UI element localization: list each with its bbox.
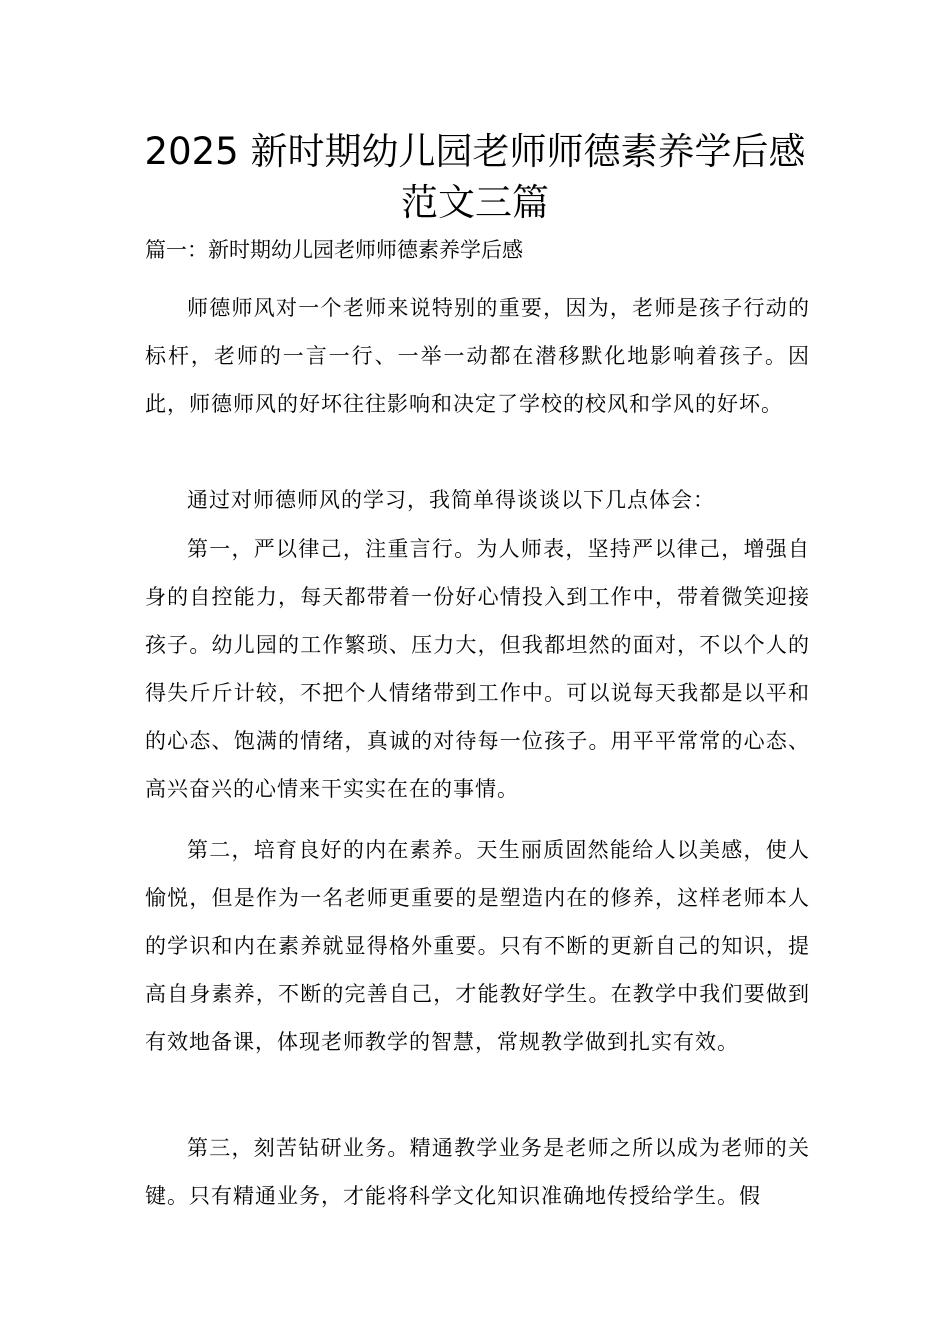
paragraph-lead: 通过对师德师风的学习，我简单得谈谈以下几点体会： (187, 488, 715, 512)
document-title-line-2: 范文三篇 (401, 181, 549, 224)
paragraph-point-3: 第三，刻苦钻研业务。精通教学业务是老师之所以成为老师的关键。只有精通业务，才能将科学文化知识准确地传授给学生。假 (145, 1136, 810, 1208)
section-heading: 篇一：新时期幼儿园老师师德素养学后感 (145, 238, 523, 262)
paragraph-intro: 师德师风对一个老师来说特别的重要，因为，老师是孩子行动的标杆，老师的一言一行、一举一动都在潜移默化地影响着孩子。因此，师德师风的好坏往往影响和决定了学校的校风和学风的好坏。 (145, 296, 810, 416)
paragraph-point-2: 第二，培育良好的内在素养。天生丽质固然能给人以美感，使人愉悦，但是作为一名老师更重要的是塑造内在的修养，这样老师本人的学识和内在素养就显得格外重要。只有不断的更新自己的知识，提高自身素养，不断的完善自己，才能教好学生。在教学中我们要做到有效地备课，体现老师教学的智慧，常规教学做到扎实有效。 (145, 838, 810, 1054)
document-title-line-1: 2025 新时期幼儿园老师师德素养学后感 (144, 130, 806, 173)
paragraph-point-1: 第一，严以律己，注重言行。为人师表，坚持严以律己，增强自身的自控能力，每天都带着一份好心情投入到工作中，带着微笑迎接孩子。幼儿园的工作繁琐、压力大，但我都坦然的面对，不以个人的得失斤斤计较，不把个人情绪带到工作中。可以说每天我都是以平和的心态、饱满的情绪，真诚的对待每一位孩子。用平平常常的心态、高兴奋兴的心情来干实实在在的事情。 (145, 537, 810, 801)
